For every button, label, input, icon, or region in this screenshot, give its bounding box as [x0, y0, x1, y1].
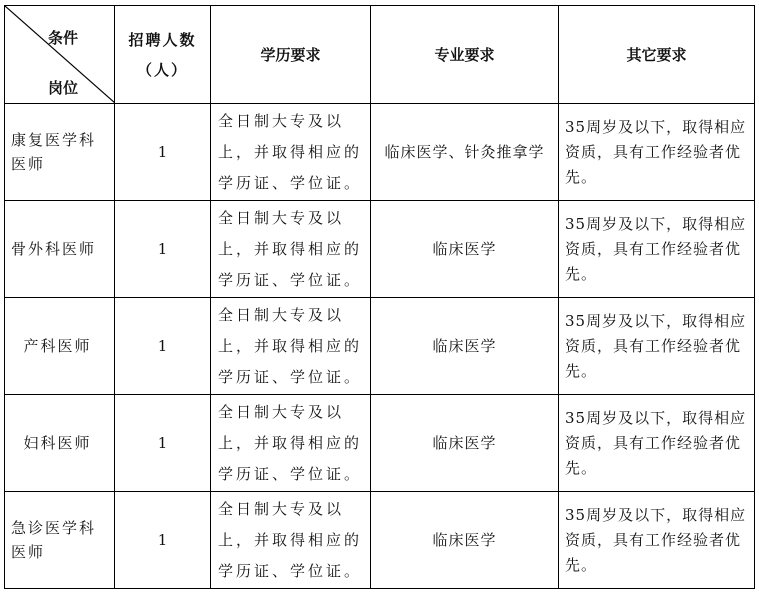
education-cell: 全日制大专及以上，并取得相应的学历证、学位证。 [211, 395, 371, 492]
recruitment-table-container [4, 5, 754, 590]
count-cell: 1 [115, 201, 211, 298]
table-row [5, 298, 755, 395]
table-row [5, 492, 755, 589]
position-cell: 妇科医师 [5, 395, 115, 492]
other-cell: 35周岁及以下，取得相应资质，具有工作经验者优先。 [559, 104, 755, 201]
major-cell: 临床医学 [371, 492, 559, 589]
major-cell: 临床医学 [371, 201, 559, 298]
position-cell: 骨外科医师 [5, 201, 115, 298]
count-cell: 1 [115, 395, 211, 492]
count-header-line1: 招聘人数 [128, 30, 197, 49]
education-cell: 全日制大专及以上，并取得相应的学历证、学位证。 [211, 201, 371, 298]
education-cell: 全日制大专及以上，并取得相应的学历证、学位证。 [211, 492, 371, 589]
count-header [115, 6, 211, 104]
recruitment-table [4, 5, 755, 589]
position-cell: 产科医师 [5, 298, 115, 395]
count-cell: 1 [115, 492, 211, 589]
condition-label: 条件 [48, 29, 79, 47]
major-header: 专业要求 [371, 6, 559, 104]
position-cell: 康复医学科医师 [5, 104, 115, 201]
major-cell: 临床医学 [371, 298, 559, 395]
count-cell: 1 [115, 104, 211, 201]
education-cell: 全日制大专及以上，并取得相应的学历证、学位证。 [211, 104, 371, 201]
table-row [5, 395, 755, 492]
other-cell: 35周岁及以下，取得相应资质，具有工作经验者优先。 [559, 492, 755, 589]
table-row [5, 104, 755, 201]
other-cell: 35周岁及以下，取得相应资质，具有工作经验者优先。 [559, 298, 755, 395]
diagonal-header-cell [5, 6, 115, 104]
other-cell: 35周岁及以下，取得相应资质，具有工作经验者优先。 [559, 395, 755, 492]
other-header: 其它要求 [559, 6, 755, 104]
position-cell: 急诊医学科医师 [5, 492, 115, 589]
major-cell: 临床医学 [371, 395, 559, 492]
header-row [5, 6, 755, 104]
position-label: 岗位 [48, 79, 79, 97]
education-header: 学历要求 [211, 6, 371, 104]
major-cell: 临床医学、针灸推拿学 [371, 104, 559, 201]
count-cell: 1 [115, 298, 211, 395]
count-header-line2: （人） [136, 60, 188, 79]
table-row [5, 201, 755, 298]
education-cell: 全日制大专及以上，并取得相应的学历证、学位证。 [211, 298, 371, 395]
other-cell: 35周岁及以下，取得相应资质，具有工作经验者优先。 [559, 201, 755, 298]
